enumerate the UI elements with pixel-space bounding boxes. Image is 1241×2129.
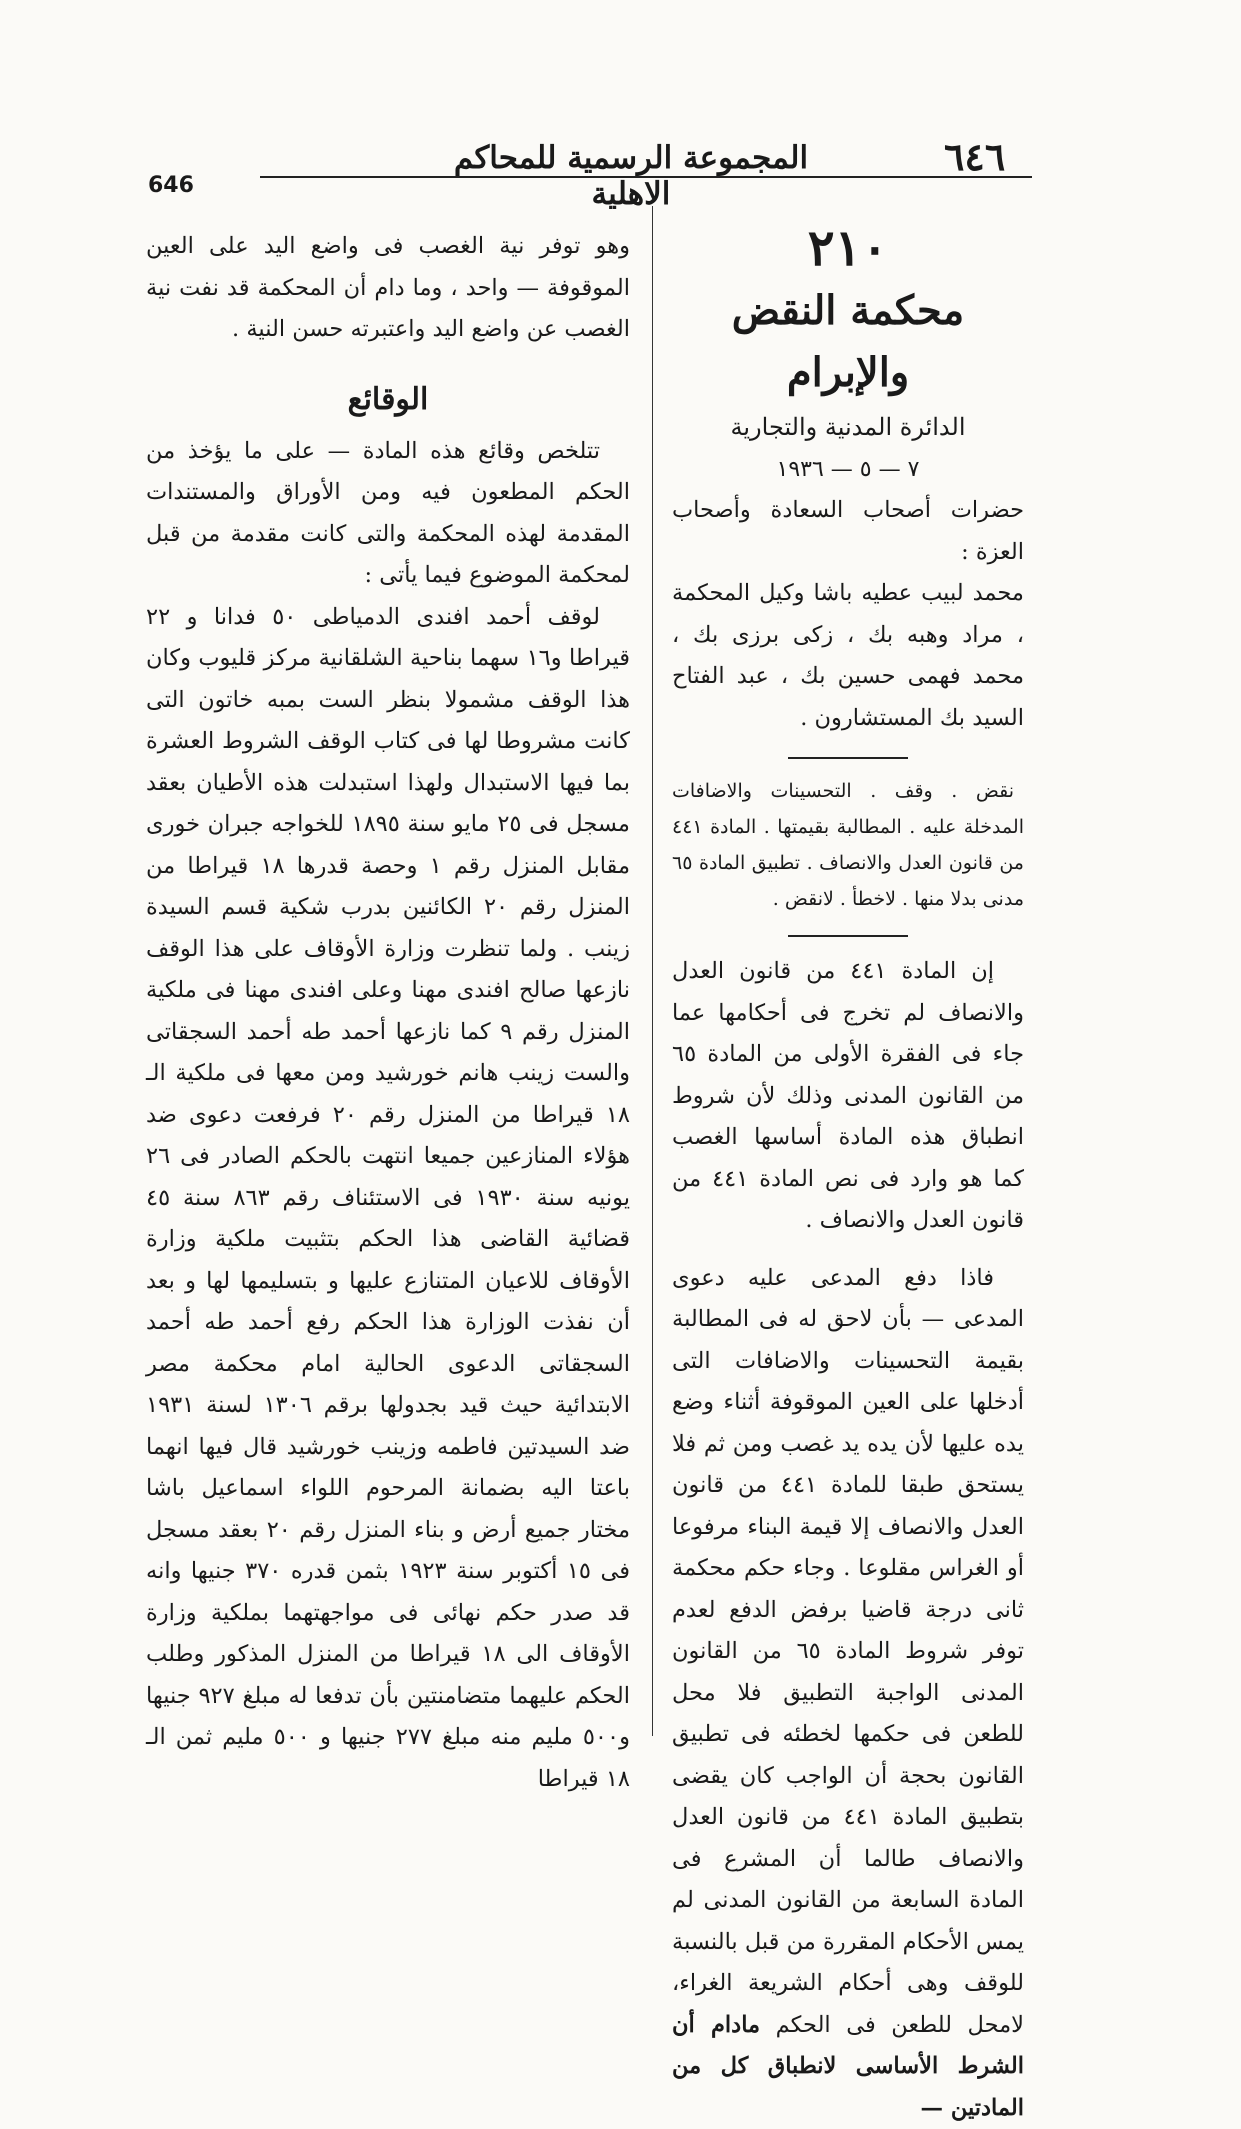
header-rule [260,176,1032,178]
members-list: محمد لبيب عطيه باشا وكيل المحكمة ، مراد وهبه بك ، زكى برزى بك ، محمد فهمى حسين بك ، عبد الفتاح السيد بك المستشارون . [672,573,1024,739]
column-rule [652,206,653,1736]
court-title: محكمة النقض والإبرام [672,280,1024,404]
judgment-date: ٧ — ٥ — ١٩٣٦ [672,450,1024,490]
circuit-name: الدائرة المدنية والتجارية [672,404,1024,450]
section-rule [788,757,908,759]
right-column [672,204,1024,2129]
principle-paragraph-1: إن المادة ٤٤١ من قانون العدل والانصاف لم تخرج فى أحكامها عما جاء فى الفقرة الأولى من المادة ٦٥ من القانون المدنى وذلك لأن شروط انطباق هذه المادة أساسها الغصب كما هو وارد فى نص المادة ٤٤١ من قانون العدل والانصاف . [672,951,1024,1242]
page-number-arabic: ٦٤٦ [944,134,1005,179]
keywords-summary: نقض . وقف . التحسينات والاضافات المدخلة عليه . المطالبة بقيمتها . المادة ٤٤١ من قانون العدل والانصاف . تطبيق المادة ٦٥ مدنى بدلا منها . لاخطأ . لانقض . [672,773,1024,917]
running-title: المجموعة الرسمية للمحاكم الاهلية [418,140,844,212]
principle-paragraph-2 [672,1258,1024,2129]
continuation-paragraph: وهو توفر نية الغصب فى واضع اليد على العين الموقوفة — واحد ، وما دام أن المحكمة قد نفت نية الغصب عن واضع اليد واعتبرته حسن النية . [146,226,630,351]
principle-2-bold: مادام أن الشرط الأساسى لانطباق كل من المادتين — [672,2012,1024,2121]
left-column [146,226,630,1800]
presence-line: حضرات أصحاب السعادة وأصحاب العزة : [672,490,1024,573]
principle-2-text: فاذا دفع المدعى عليه دعوى المدعى — بأن لاحق له فى المطالبة بقيمة التحسينات والاضافات التى أدخلها على العين الموقوفة أثناء وضع يده عليها لأن يده يد غصب ومن ثم فلا يستحق طبقا للمادة ٤٤١ من قانون العدل والانصاف إلا قيمة البناء مرفوعا أو الغراس مقلوعا . وجاء حكم محكمة ثانى درجة قاضيا برفض الدفع لعدم توفر شروط المادة ٦٥ من القانون المدنى الواجبة التطبيق فلا محل للطعن فى حكمها لخطئه فى تطبيق القانون بحجة أن الواجب كان يقضى بتطبيق المادة ٤٤١ من قانون العدل والانصاف طالما أن المشرع فى المادة السابعة من القانون المدنى لم يمس الأحكام المقررة من قبل بالنسبة للوقف وهى أحكام الشريعة الغراء، لامحل للطعن فى الحكم [672,1265,1024,2038]
case-number: ٢١٠ [672,216,1024,280]
facts-heading: الوقائع [146,373,630,427]
section-rule [788,935,908,937]
facts-intro: تتلخص وقائع هذه المادة — على ما يؤخذ من الحكم المطعون فيه ومن الأوراق والمستندات المقدمة لهذه المحكمة والتى كانت مقدمة من قبل لمحكمة الموضوع فيما يأتى : [146,431,630,597]
page-number: 646 [148,173,194,198]
facts-body: لوقف أحمد افندى الدمياطى ٥٠ فدانا و ٢٢ قيراطا و١٦ سهما بناحية الشلقانية مركز قليوب وكان هذا الوقف مشمولا بنظر الست بمبه خاتون التى كانت مشروطا لها فى كتاب الوقف الشروط العشرة بما فيها الاستبدال ولهذا استبدلت هذه الأطيان بعقد مسجل فى ٢٥ مايو سنة ١٨٩٥ للخواجه جبران خورى مقابل المنزل رقم ١ وحصة قدرها ١٨ قيراطا من المنزل رقم ٢٠ الكائنين بدرب شكية قسم السيدة زينب . ولما تنظرت وزارة الأوقاف على هذا الوقف نازعها صالح افندى مهنا وعلى افندى مهنا فى ملكية المنزل رقم ٩ كما نازعها أحمد طه أحمد السجقاتى والست زينب هانم خورشيد ومن معها فى ملكية الـ ١٨ قيراطا من المنزل رقم ٢٠ فرفعت دعوى ضد هؤلاء المنازعين جميعا انتهت بالحكم الصادر فى ٢٦ يونيه سنة ١٩٣٠ فى الاستئناف رقم ٨٦٣ سنة ٤٥ قضائية القاضى هذا الحكم بتثبيت ملكية وزارة الأوقاف للاعيان المتنازع عليها و بتسليمها لها و بعد أن نفذت الوزارة هذا الحكم رفع أحمد طه أحمد السجقاتى الدعوى الحالية امام محكمة مصر الابتدائية حيث قيد بجدولها برقم ١٣٠٦ لسنة ١٩٣١ ضد السيدتين فاطمه وزينب خورشيد قال فيها انهما باعتا اليه بضمانة المرحوم اللواء اسماعيل باشا مختار جميع أرض و بناء المنزل رقم ٢٠ بعقد مسجل فى ١٥ أكتوبر سنة ١٩٢٣ بثمن قدره ٣٧٠ جنيها وانه قد صدر حكم نهائى فى مواجهتهما بملكية وزارة الأوقاف الى ١٨ قيراطا من المنزل المذكور وطلب الحكم عليهما متضامنتين بأن تدفعا له مبلغ ٩٢٧ جنيها و٥٠٠ مليم منه مبلغ ٢٧٧ جنيها و ٥٠٠ مليم ثمن الـ ١٨ قيراطا [146,597,630,1801]
